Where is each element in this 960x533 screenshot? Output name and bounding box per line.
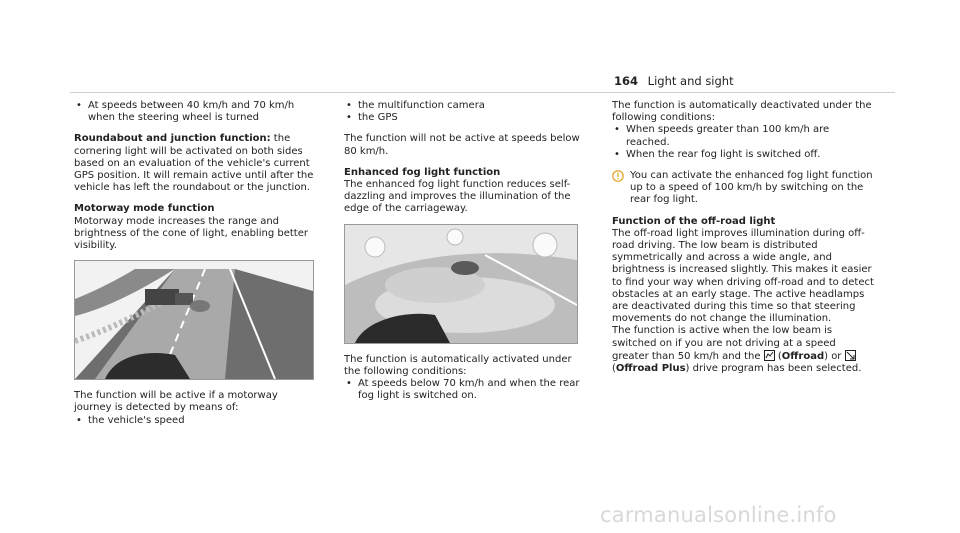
or-text: ) or [824, 350, 842, 362]
section-heading: Motorway mode function [74, 203, 215, 215]
section-heading: Roundabout and junction function: [74, 133, 271, 145]
watermark: carmanualsonline.info [600, 503, 837, 527]
note-text: You can activate the enhanced fog light function up to a speed of 100 km/h by switching on the rear fog light. [630, 170, 873, 206]
info-note-icon [612, 170, 624, 182]
paragraph-text: The function is automatically deactivated under the following conditions: [612, 100, 872, 124]
offroad-plus-label: Offroad Plus [615, 363, 686, 375]
motorway-illustration [74, 260, 314, 380]
paragraph-text: The function is automatically activated under the following conditions: [344, 353, 572, 377]
roundabout-paragraph [74, 133, 314, 194]
paragraph-text: The function will not be active at speeds below 80 km/h. [344, 133, 580, 157]
list-item: • When the rear fog light is switched off. [612, 149, 874, 161]
page-number: 164 [614, 74, 639, 88]
paragraph-text: The off-road light improves illumination during off-road driving. The low beam is distributed symmetrically and across a wide angle, and brightness is increased slightly. This makes it easier to find your way when driving off-road and to detect obstacles at an early stage. The active headlamps are deactivated during this time so that steering movements do not change the illumination. [612, 227, 874, 325]
fog-light-illustration [344, 224, 578, 344]
section-heading: Function of the off-road light [612, 215, 776, 227]
selected-text: ) drive program has been selected. [685, 363, 862, 375]
paragraph-text: Motorway mode increases the range and brightness of the cone of light, enabling better visibility. [74, 215, 308, 252]
list-item: • the multifunction camera [344, 100, 580, 112]
offroad-label: Offroad [781, 350, 825, 362]
page-title: Light and sight [647, 74, 734, 88]
column-3 [612, 100, 874, 375]
list-item: • At speeds below 70 km/h and when the rear fog light is switched on. [344, 378, 580, 402]
offroad-mode-icon [764, 350, 775, 361]
paragraph-text-part: The function is active when the low beam is switched on if you are not driving at a speed greater than 50 km/h and the [612, 325, 836, 362]
paragraph-text: The enhanced fog light function reduces self-dazzling and improves the illumination of the edge of the carriageway. [344, 179, 571, 215]
section-heading: Enhanced fog light function [344, 166, 501, 178]
column-1 [74, 100, 314, 427]
header-rule [70, 92, 895, 93]
offroad-plus-mode-icon [845, 350, 856, 361]
column-2 [344, 100, 580, 402]
paragraph-text: the cornering light will be activated on both sides based on an evaluation of the vehicle's current GPS position. It will remain active until after the vehicle has left the roundabout or the junction. [74, 133, 314, 194]
paragraph-text: The function will be active if a motorway journey is detected by means of: [74, 390, 278, 414]
list-item: • the vehicle's speed [74, 415, 314, 427]
list-item: • the GPS [344, 112, 580, 124]
list-item: • At speeds between 40 km/h and 70 km/h when the steering wheel is turned [74, 100, 314, 124]
page-header [614, 74, 734, 88]
paragraph-text: The function is active when the low beam is switched on if you are not driving at a speed greater than 50 km/h and the (Offroad) or (Offroad Plus) drive program has been selected. [612, 325, 862, 375]
note [612, 170, 874, 207]
list-item: • When speeds greater than 100 km/h are reached. [612, 124, 874, 148]
